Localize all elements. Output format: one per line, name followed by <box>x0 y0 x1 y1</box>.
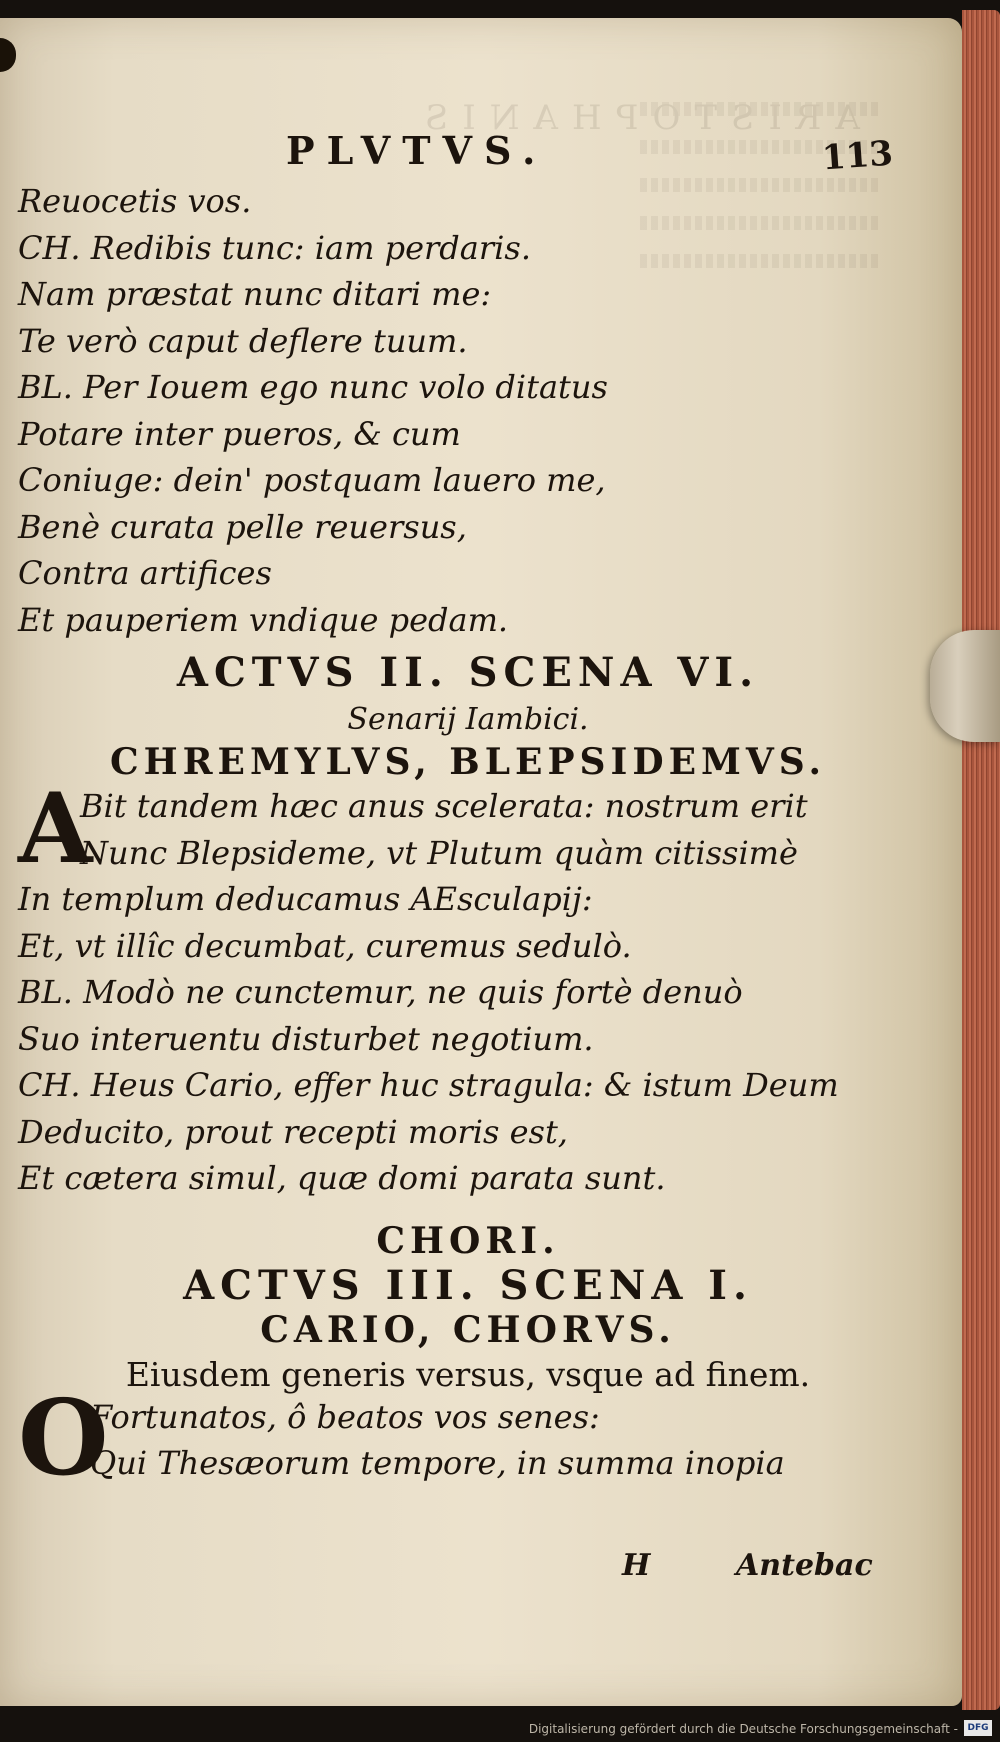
verse-line: Et pauperiem vndique pedam. <box>18 600 509 639</box>
bleed-line <box>640 102 880 116</box>
verse-block-1 <box>18 178 918 643</box>
verse-line: Bit tandem hæc anus scelerata: nostrum erit <box>80 787 808 825</box>
digitization-footer <box>0 1716 1000 1742</box>
verse-line: In templum deducamus AEsculapij: <box>18 880 593 918</box>
verse-line: CH. Redibis tunc: iam perdaris. <box>18 228 531 267</box>
verse-line: Qui Thesæorum tempore, in summa inopia <box>90 1444 785 1482</box>
drop-cap: A <box>18 772 93 885</box>
act-heading: ACTVS II. SCENA VI. <box>176 649 760 696</box>
scene-opening <box>18 1375 918 1499</box>
verse-line: Contra artifices <box>18 554 272 592</box>
bleed-through-title: ARISTOPHANIS <box>411 98 860 138</box>
page-number: 113 <box>820 133 895 179</box>
running-head: PLVTVS. <box>286 128 548 173</box>
drop-cap: O <box>18 1375 109 1499</box>
verse-line: Suo interuentu disturbet negotium. <box>18 1019 594 1058</box>
verse-line: Nam præstat nunc ditari me: <box>18 275 492 313</box>
footer-credit: Digitalisierung gefördert durch die Deutsche Forschungsgemeinschaft - <box>528 1722 958 1736</box>
meter-label: Senarij Iambici. <box>347 702 589 737</box>
scene-opening <box>18 772 918 885</box>
verse-line: Coniuge: dein' postquam lauero me, <box>18 461 606 499</box>
book-page <box>0 18 962 1706</box>
verse-line: Et cætera simul, quæ domi parata sunt. <box>18 1159 666 1197</box>
text-column <box>18 178 918 1499</box>
signature-mark: H <box>622 1548 651 1583</box>
verse-line: Benè curata pelle reuersus, <box>18 507 467 546</box>
binding-shadow <box>0 38 16 72</box>
verse-line: BL. Per Iouem ego nunc volo ditatus <box>18 368 608 406</box>
verse-line: Reuocetis vos. <box>18 182 252 220</box>
verse-line: BL. Modò ne cunctemur, ne quis fortè denuò <box>18 973 743 1011</box>
verse-line: Nunc Blepsideme, vt Plutum quàm citissimè <box>80 833 798 872</box>
verse-line: Et, vt illîc decumbat, curemus sedulò. <box>18 926 632 965</box>
verse-line: Potare inter pueros, & cum <box>18 414 461 453</box>
persons-heading: CARIO, CHORVS. <box>260 1308 676 1351</box>
dfg-logo-icon: DFG <box>964 1720 992 1736</box>
verse-line: CH. Heus Cario, effer huc stragula: & istum Deum <box>18 1066 839 1104</box>
verse-line: Fortunatos, ô beatos vos senes: <box>90 1397 600 1436</box>
meter-label: Eiusdem generis versus, vsque ad finem. <box>125 1354 811 1394</box>
verse-line: Te verò caput deflere tuum. <box>18 321 468 360</box>
catchword: Antebac <box>736 1548 873 1583</box>
page-edge-red <box>962 10 1000 1710</box>
verse-line: Deducito, prout recepti moris est, <box>18 1112 568 1151</box>
chori-heading: CHORI. <box>376 1219 560 1262</box>
act-heading: ACTVS III. SCENA I. <box>183 1261 753 1309</box>
persons-heading: CHREMYLVS, BLEPSIDEMVS. <box>109 741 827 783</box>
bookmark-clasp <box>930 630 1000 742</box>
